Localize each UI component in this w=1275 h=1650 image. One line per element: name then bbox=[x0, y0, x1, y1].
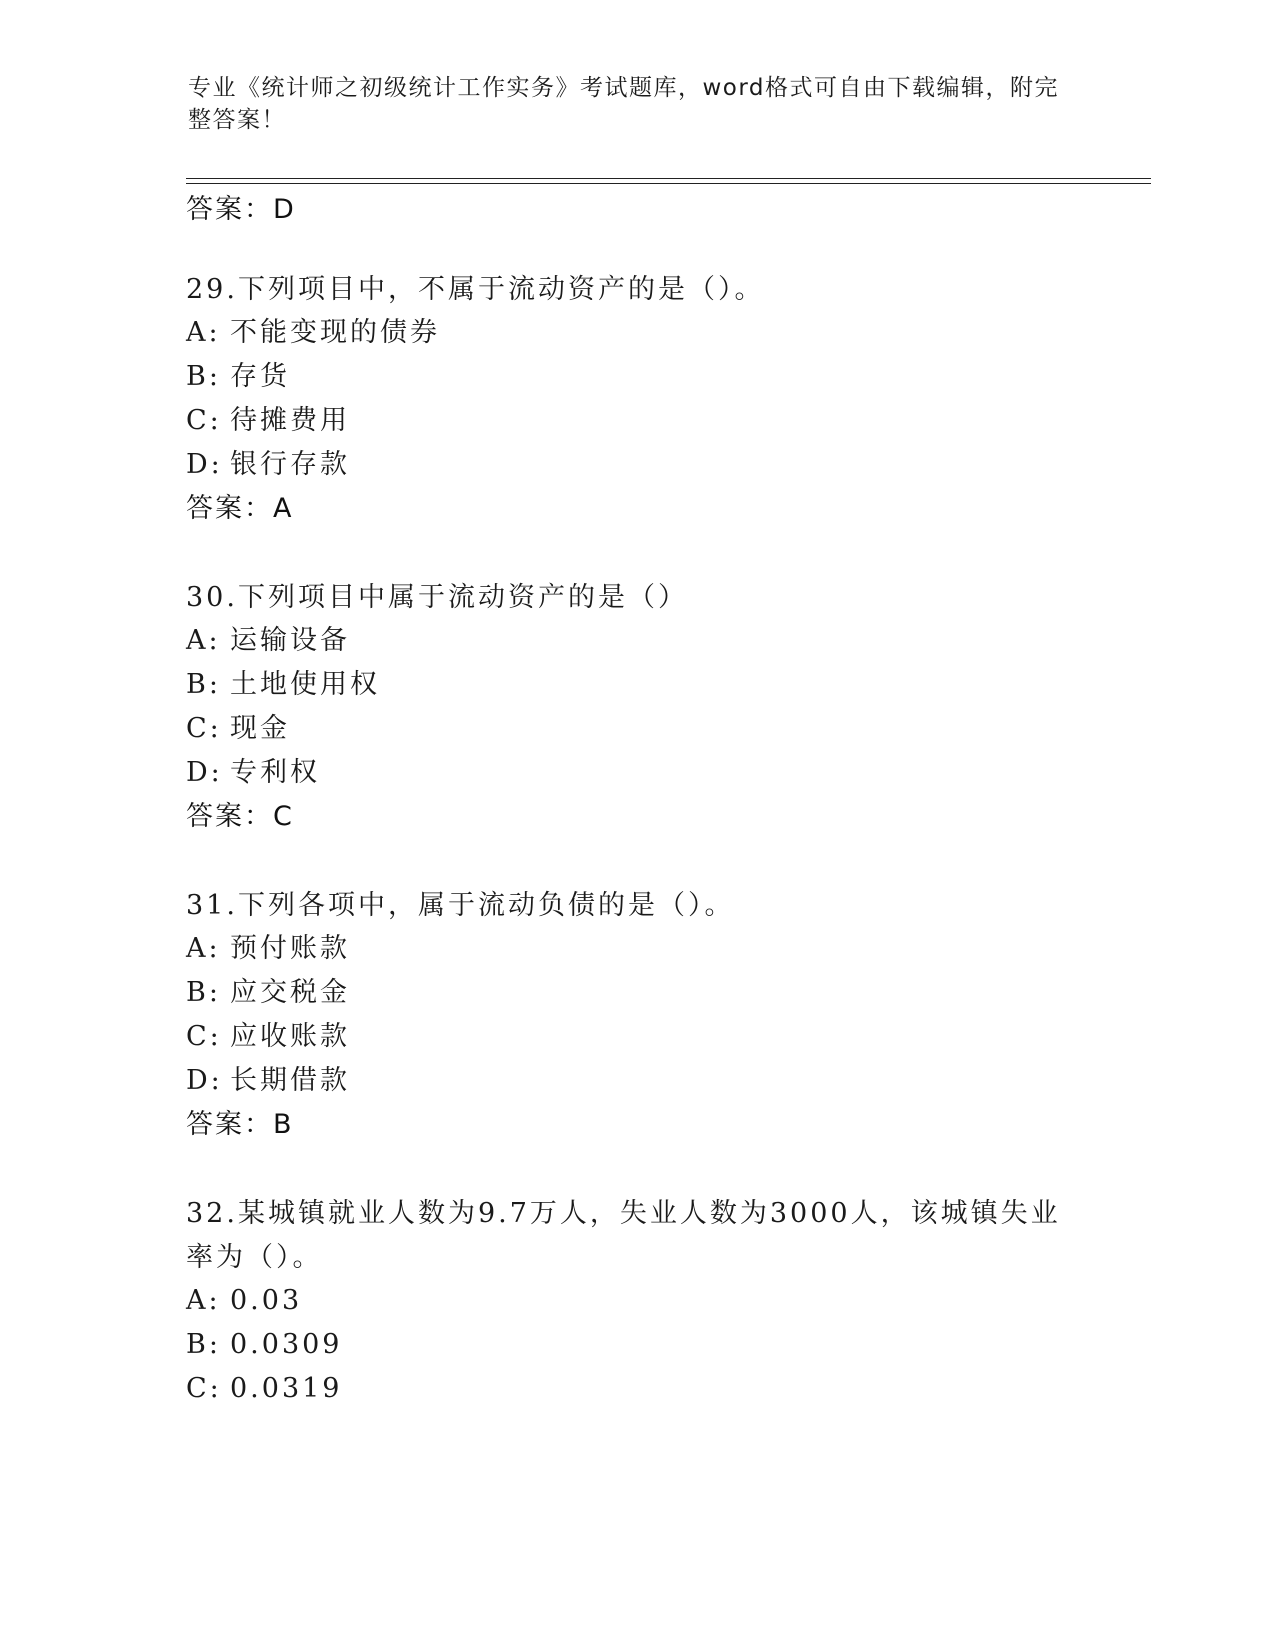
question-32-option-c bbox=[186, 1372, 342, 1406]
question-31-stem: 31.下列各项中，属于流动负债的是（）。 bbox=[186, 890, 735, 921]
header-divider-top bbox=[186, 178, 1151, 179]
option-key: A: bbox=[186, 1285, 221, 1316]
option-key: B: bbox=[186, 669, 221, 700]
question-32-stem: 32.某城镇就业人数为9.7万人，失业人数为3000人，该城镇失业率为（）。 bbox=[186, 1198, 1061, 1273]
option-key: B: bbox=[186, 361, 221, 392]
question-32-option-b bbox=[186, 1328, 342, 1362]
option-key: A: bbox=[186, 933, 221, 964]
option-text: 银行存款 bbox=[230, 449, 350, 480]
option-text: 土地使用权 bbox=[230, 669, 380, 700]
document-header: 专业《统计师之初级统计工作实务》考试题库，word格式可自由下载编辑，附完整答案！ bbox=[188, 75, 1060, 133]
option-key: C: bbox=[186, 405, 222, 436]
question-29-answer: 答案：A bbox=[186, 493, 294, 524]
header-divider-bottom bbox=[186, 183, 1151, 184]
question-31-option-b bbox=[186, 976, 350, 1010]
option-text: 现金 bbox=[230, 713, 290, 744]
option-key: B: bbox=[186, 977, 221, 1008]
option-text: 0.0309 bbox=[230, 1329, 343, 1360]
option-text: 专利权 bbox=[230, 757, 320, 788]
option-text: 应收账款 bbox=[230, 1021, 350, 1052]
question-31-option-d bbox=[186, 1064, 350, 1098]
option-key: A: bbox=[186, 317, 221, 348]
option-key: C: bbox=[186, 713, 222, 744]
option-key: D: bbox=[186, 449, 223, 480]
question-29-option-a bbox=[186, 316, 440, 350]
option-text: 预付账款 bbox=[230, 933, 350, 964]
option-key: A: bbox=[186, 625, 221, 656]
question-30-stem: 30.下列项目中属于流动资产的是（） bbox=[186, 582, 688, 613]
answer-previous: 答案：D bbox=[186, 194, 296, 225]
question-30-option-c bbox=[186, 712, 290, 746]
question-29-option-b bbox=[186, 360, 290, 394]
question-31-option-a bbox=[186, 932, 350, 966]
question-29-option-d bbox=[186, 448, 350, 482]
question-30-option-a bbox=[186, 624, 350, 658]
option-key: D: bbox=[186, 1065, 223, 1096]
option-key: C: bbox=[186, 1373, 222, 1404]
question-30-answer: 答案：C bbox=[186, 801, 294, 832]
option-text: 长期借款 bbox=[230, 1065, 350, 1096]
option-key: D: bbox=[186, 757, 223, 788]
question-29-stem: 29.下列项目中，不属于流动资产的是（）。 bbox=[186, 274, 765, 305]
question-30-option-b bbox=[186, 668, 380, 702]
question-32-option-a bbox=[186, 1284, 302, 1318]
option-text: 存货 bbox=[230, 361, 290, 392]
question-31-option-c bbox=[186, 1020, 350, 1054]
option-text: 不能变现的债券 bbox=[230, 317, 440, 348]
question-31-answer: 答案：B bbox=[186, 1109, 294, 1140]
option-text: 待摊费用 bbox=[230, 405, 350, 436]
option-text: 运输设备 bbox=[230, 625, 350, 656]
option-text: 0.03 bbox=[230, 1285, 303, 1316]
question-30-option-d bbox=[186, 756, 320, 790]
option-key: C: bbox=[186, 1021, 222, 1052]
option-text: 0.0319 bbox=[230, 1373, 343, 1404]
option-key: B: bbox=[186, 1329, 221, 1360]
option-text: 应交税金 bbox=[230, 977, 350, 1008]
question-29-option-c bbox=[186, 404, 350, 438]
